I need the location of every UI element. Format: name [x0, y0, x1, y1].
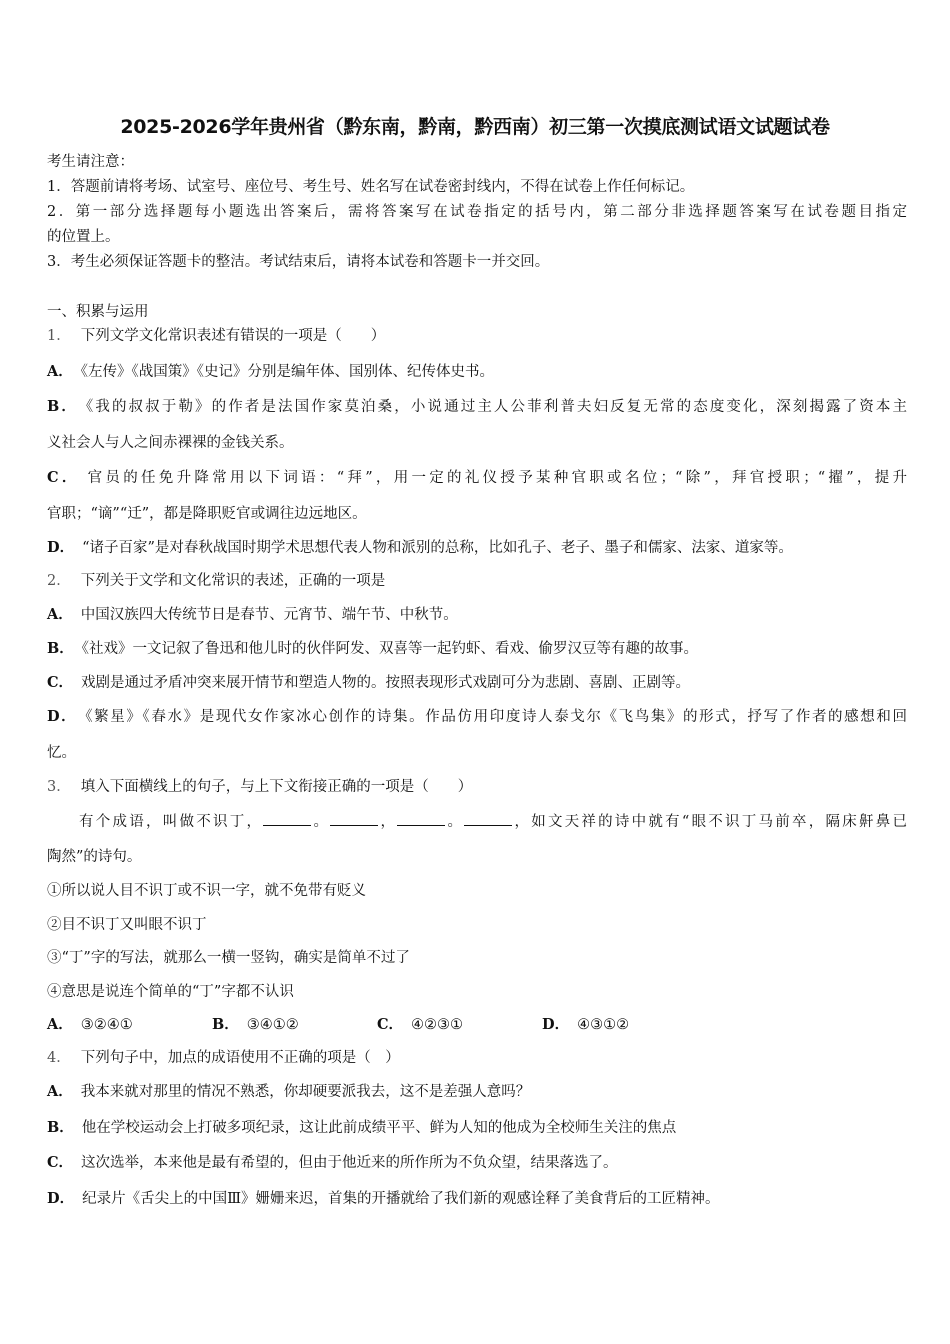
- answer-blank: [464, 811, 512, 826]
- question-1-option-b: B． 《我的叔叔于勒》的作者是法国作家莫泊桑，小说通过主人公菲利普夫妇反复无常的态度变化，深刻揭露了资本主: [47, 398, 907, 415]
- question-1-option-c: C． 官员的任免升降常用以下词语：“拜”，用一定的礼仪授予某种官职或名位；“除”，拜官授职；“擢”，提升: [47, 469, 907, 486]
- answer-blank: [397, 811, 445, 826]
- question-3-passage: 有个成语，叫做不识丁， 。 ， 。 ，如文天祥的诗中就有“眼不识丁马前卒，隔床鼾鼻已: [47, 811, 907, 832]
- question-3-passage-cont: 陶然”的诗句。: [47, 849, 142, 865]
- question-4-option-d: D． 纪录片《舌尖上的中国Ⅲ》姗姗来迟，首集的开播就给了我们新的观感诠释了美食背后的工匠精神。: [47, 1190, 720, 1207]
- question-4-option-c: C． 这次选举，本来他是最有希望的，但由于他近来的所作所为不负众望，结果落选了。: [47, 1154, 618, 1171]
- question-3-sentence-2: ②目不识丁又叫眼不识丁: [47, 917, 207, 933]
- question-text: 填入下面横线上的句子，与上下文衔接正确的一项是（ ）: [80, 779, 473, 795]
- option-a: A． ③②④①: [47, 1016, 133, 1033]
- answer-blank: [263, 811, 311, 826]
- option-b: B． ③④①②: [212, 1016, 299, 1033]
- notice-heading: 考生请注意：: [47, 154, 134, 170]
- question-2-option-d-cont: 忆。: [47, 745, 76, 761]
- page-title: 2025-2026学年贵州省（黔东南，黔南，黔西南）初三第一次摸底测试语文试题试卷: [120, 116, 830, 138]
- question-1-option-b-cont: 义社会人与人之间赤裸裸的金钱关系。: [47, 435, 294, 451]
- section-heading: 一、积累与运用: [47, 304, 149, 320]
- notice-item-1: 1．答题前请将考场、试室号、座位号、考生号、姓名写在试卷密封线内，不得在试卷上作任何标记。: [47, 179, 695, 195]
- question-text: 下列句子中，加点的成语使用不正确的项是（ ）: [80, 1050, 400, 1066]
- question-number: 3．: [47, 779, 71, 795]
- question-1-stem: [47, 326, 907, 346]
- question-4-stem: [47, 1048, 907, 1068]
- question-1-option-c-cont: 官职；“谪”“迁”，都是降职贬官或调往边远地区。: [47, 506, 367, 522]
- question-1-option-d: D． “诸子百家”是对春秋战国时期学术思想代表人物和派别的总称，比如孔子、老子、墨子和儒家、法家、道家等。: [47, 539, 793, 556]
- answer-blank: [330, 811, 378, 826]
- question-1-option-a: A． 《左传》《战国策》《史记》分别是编年体、国别体、纪传体史书。: [47, 363, 495, 380]
- question-3-stem: [47, 777, 907, 797]
- question-3-options: [47, 1015, 907, 1035]
- question-2-option-c: C． 戏剧是通过矛盾冲突来展开情节和塑造人物的。按照表现形式戏剧可分为悲剧、喜剧、正剧等。: [47, 674, 691, 691]
- question-text: 下列关于文学和文化常识的表述，正确的一项是: [80, 573, 386, 589]
- question-number: 2．: [47, 573, 71, 589]
- question-3-sentence-4: ④意思是说连个简单的“丁”字都不认识: [47, 984, 294, 1000]
- option-d: D． ④③①②: [542, 1016, 630, 1033]
- question-text: 下列文学文化常识表述有错误的一项是（ ）: [80, 328, 386, 344]
- question-2-stem: [47, 571, 907, 591]
- question-4-option-a: A． 我本来就对那里的情况不熟悉，你却硬要派我去，这不是差强人意吗？: [47, 1083, 531, 1100]
- notice-item-3: 3．考生必须保证答题卡的整洁。考试结束后，请将本试卷和答题卡一并交回。: [47, 254, 550, 270]
- question-3-sentence-3: ③“丁”字的写法，就那么一横一竖钩，确实是简单不过了: [47, 950, 410, 966]
- question-4-option-b: B． 他在学校运动会上打破多项纪录，这让此前成绩平平、鲜为人知的他成为全校师生关注的焦点: [47, 1119, 677, 1136]
- question-2-option-a: A． 中国汉族四大传统节日是春节、元宵节、端午节、中秋节。: [47, 606, 458, 623]
- notice-item-2: 2．第一部分选择题每小题选出答案后，需将答案写在试卷指定的括号内，第二部分非选择题答案写在试卷题目指定: [47, 204, 907, 220]
- question-2-option-d: D． 《繁星》《春水》是现代女作家冰心创作的诗集。作品仿用印度诗人泰戈尔《飞鸟集》的形式，抒写了作者的感想和回: [47, 708, 908, 725]
- notice-item-2-cont: 的位置上。: [47, 229, 120, 245]
- question-2-option-b: B． 《社戏》一文记叙了鲁迅和他儿时的伙伴阿发、双喜等一起钓虾、看戏、偷罗汉豆等有趣的故事。: [47, 640, 699, 657]
- question-number: 4．: [47, 1050, 71, 1066]
- option-c: C． ④②③①: [377, 1016, 464, 1033]
- question-number: 1．: [47, 328, 71, 344]
- question-3-sentence-1: ①所以说人目不识丁或不识一字，就不免带有贬义: [47, 883, 366, 899]
